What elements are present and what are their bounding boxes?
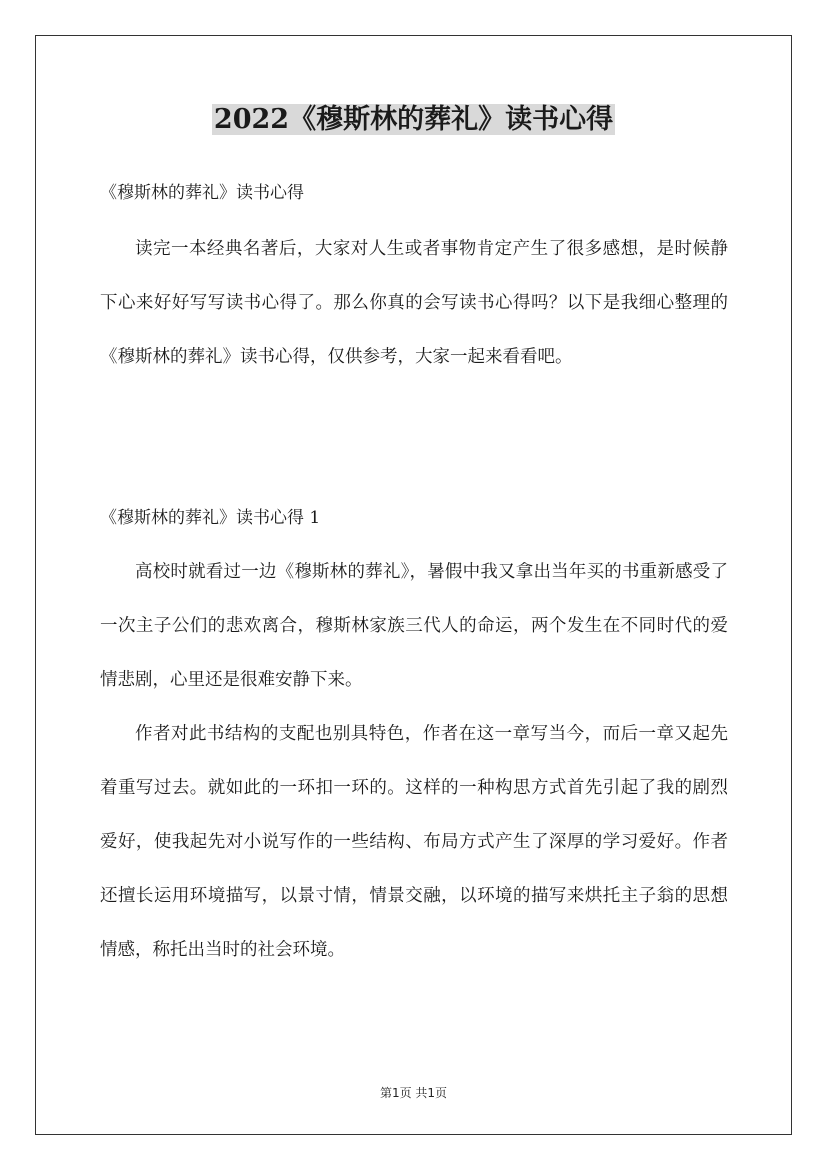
document-title: [0, 100, 827, 140]
subheading-numbered: 《穆斯林的葬礼》读书心得 1: [100, 508, 321, 528]
subheading: 《穆斯林的葬礼》读书心得: [100, 183, 304, 203]
body-paragraph-2: 作者对此书结构的支配也别具特色，作者在这一章写当今，而后一章又起先着重写过去。就如此的一环扣一环的。这样的一种构思方式首先引起了我的剧烈爱好，使我起先对小说写作的一些结构、布局方式产生了深厚的学习爱好。作者还擅长运用环境描写，以景寸情，情景交融，以环境的描写来烘托主子翁的思想情感，称托出当时的社会环境。: [100, 724, 728, 960]
intro-paragraph: 读完一本经典名著后，大家对人生或者事物肯定产生了很多感想，是时候静下心来好好写写读书心得了。那么你真的会写读书心得吗？以下是我细心整理的《穆斯林的葬礼》读书心得，仅供参考，大家一起来看看吧。: [100, 239, 728, 367]
page-footer: 第1页 共1页: [379, 1086, 448, 1100]
body-paragraph-1: 高校时就看过一边《穆斯林的葬礼》，暑假中我又拿出当年买的书重新感受了一次主子公们的悲欢离合，穆斯林家族三代人的命运，两个发生在不同时代的爱情悲剧，心里还是很难安静下来。: [100, 562, 728, 690]
document-title-text: 2022《穆斯林的葬礼》读书心得: [213, 104, 614, 135]
